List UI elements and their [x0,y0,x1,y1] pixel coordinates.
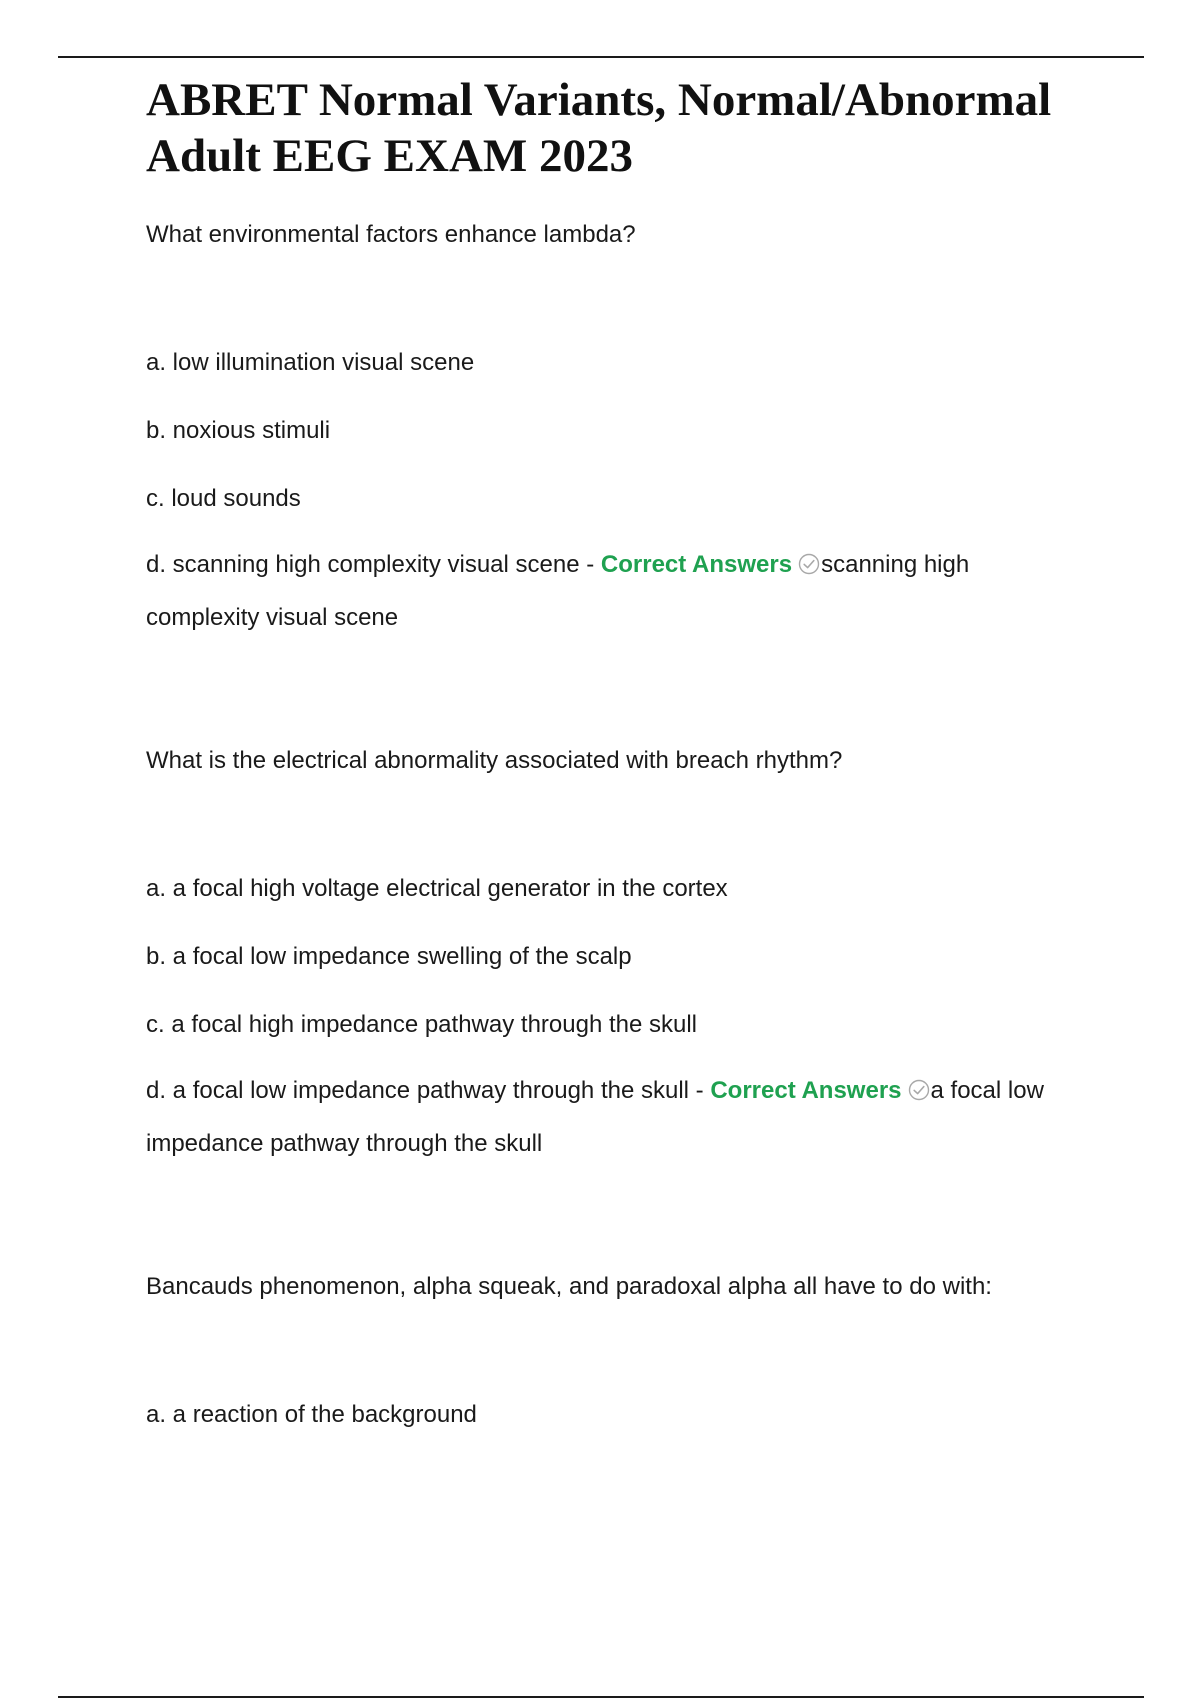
question-1-option-a: a. low illumination visual scene [146,349,475,376]
answer-text: scanning high complexity visual scene [146,551,970,631]
top-divider [58,56,1144,58]
question-3: Bancauds phenomenon, alpha squeak, and paradoxal alpha all have to do with: [146,1273,992,1300]
question-2-option-b: b. a focal low impedance swelling of the scalp [146,943,632,970]
question-3-option-a: a. a reaction of the background [146,1401,477,1428]
check-circle-icon [908,1079,930,1101]
check-circle-icon [798,553,820,575]
question-2: What is the electrical abnormality associated with breach rhythm? [146,747,843,774]
question-1-option-b: b. noxious stimuli [146,417,331,444]
question-2-option-d: d. a focal low impedance pathway through the skull - Correct Answers a focal low impedance pathway through the skull [146,1077,1044,1157]
document-title: ABRET Normal Variants, Normal/Abnormal Adult EEG EXAM 2023 [146,74,1052,182]
correct-answers-label: Correct Answers [710,1077,902,1104]
document-body [146,72,1086,1430]
option-d-text: d. a focal low impedance pathway through the skull [146,1077,689,1104]
correct-answers-label: Correct Answers [600,551,793,578]
question-1-option-d: d. scanning high complexity visual scene - Correct Answers scanning high complexity visual scene [146,551,970,631]
bottom-divider [58,1696,1144,1698]
question-1: What environmental factors enhance lambda? [146,221,636,248]
option-d-text: d. scanning high complexity visual scene [146,551,580,578]
question-2-option-c: c. a focal high impedance pathway through the skull [146,1011,698,1038]
question-1-option-c: c. loud sounds [146,485,301,512]
answer-text: a focal low impedance pathway through the skull [146,1077,1044,1157]
question-2-option-a: a. a focal high voltage electrical generator in the cortex [146,875,728,902]
